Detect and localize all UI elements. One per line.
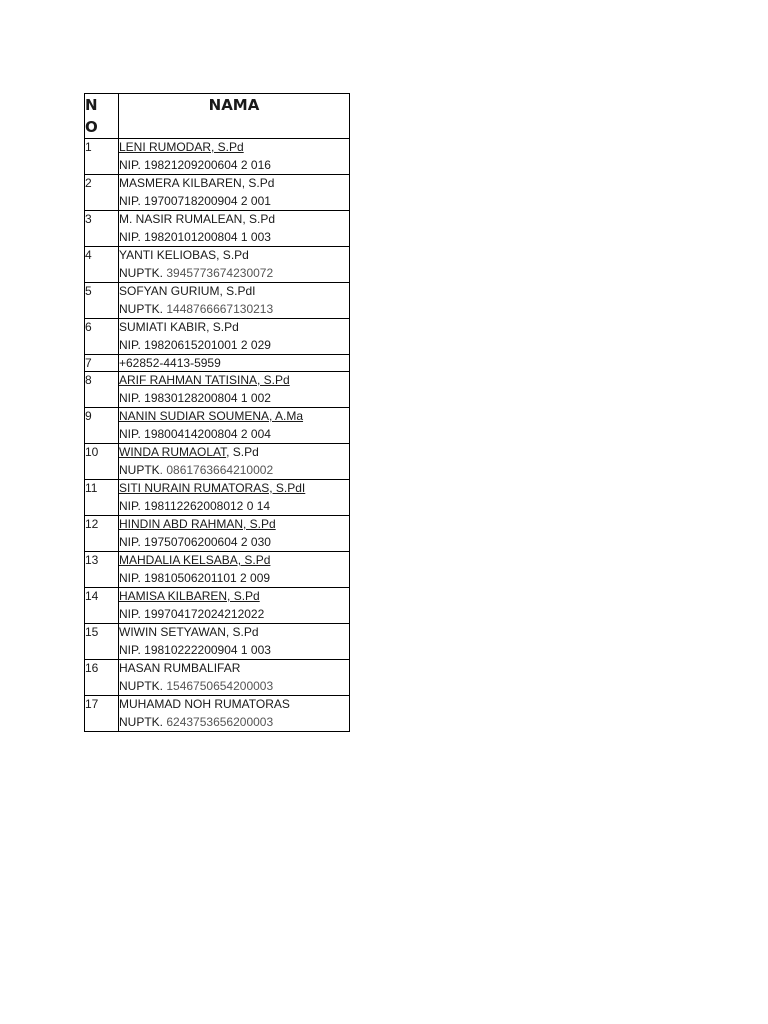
- table-row: [85, 516, 350, 552]
- staff-name: MASMERA KILBAREN, S.Pd: [119, 176, 275, 190]
- staff-name-line: [119, 139, 349, 157]
- row-number: 4: [85, 247, 119, 283]
- staff-id-label: NIP.: [119, 606, 141, 621]
- staff-id-value: 19820615201001 2 029: [144, 337, 271, 352]
- staff-name-line: [119, 283, 349, 301]
- row-number: 10: [85, 444, 119, 480]
- staff-id-value: 19810506201101 2 009: [144, 570, 271, 585]
- staff-id-line: [119, 462, 349, 480]
- staff-id-label: NIP.: [119, 534, 141, 549]
- row-number: 5: [85, 283, 119, 319]
- staff-name-line: [119, 624, 349, 642]
- row-number: 17: [85, 696, 119, 732]
- column-header-no: [85, 94, 119, 139]
- staff-name: YANTI KELIOBAS, S.Pd: [119, 248, 249, 262]
- staff-id-label: NUPTK.: [119, 301, 164, 316]
- staff-id-label: NIP.: [119, 426, 141, 441]
- table-row: [85, 552, 350, 588]
- row-number: 15: [85, 624, 119, 660]
- staff-name: +62852-4413-5959: [119, 356, 221, 370]
- row-nama-cell: [119, 139, 350, 175]
- staff-name-line: [119, 372, 349, 390]
- staff-id-line: [119, 498, 349, 516]
- staff-name-line: [119, 660, 349, 678]
- row-nama-cell: [119, 319, 350, 355]
- table-row: [85, 139, 350, 175]
- row-number: 13: [85, 552, 119, 588]
- staff-id-line: [119, 229, 349, 247]
- staff-name: HINDIN ABD RAHMAN, S.Pd: [119, 517, 276, 531]
- row-nama-cell: [119, 660, 350, 696]
- table-row: [85, 408, 350, 444]
- staff-id-label: NUPTK.: [119, 714, 164, 729]
- row-nama-cell: [119, 480, 350, 516]
- staff-id-value: 19750706200604 2 030: [144, 534, 271, 549]
- column-header-nama: NAMA: [119, 94, 350, 139]
- staff-id-value: 1546750654200003: [166, 678, 274, 693]
- staff-name: WIWIN SETYAWAN, S.Pd: [119, 625, 259, 639]
- staff-name-line: [119, 552, 349, 570]
- staff-id-label: NUPTK: [119, 462, 160, 477]
- staff-name: SOFYAN GURIUM, S.PdI: [119, 284, 256, 298]
- row-nama-cell: [119, 588, 350, 624]
- staff-id-value: . 0861763664210002: [159, 462, 274, 477]
- row-number: 8: [85, 372, 119, 408]
- staff-id-line: [119, 570, 349, 588]
- staff-id-label: NIP.: [119, 193, 141, 208]
- staff-id-line: [119, 606, 349, 624]
- staff-name-line: [119, 355, 349, 371]
- staff-name-line: [119, 444, 349, 462]
- staff-id-label: NIP.: [119, 498, 141, 513]
- staff-id-value: 19810222200904 1 003: [144, 642, 271, 657]
- staff-name: NANIN SUDIAR SOUMENA, A.Ma: [119, 409, 304, 423]
- staff-name-line: [119, 516, 349, 534]
- staff-id-label: NIP.: [119, 642, 141, 657]
- table-row: [85, 588, 350, 624]
- staff-name: ARIF RAHMAN TATISINA, S.Pd: [119, 373, 290, 387]
- table-row: [85, 624, 350, 660]
- staff-table: [84, 93, 350, 732]
- table-row: [85, 355, 350, 372]
- row-number: 9: [85, 408, 119, 444]
- staff-id-label: NUPTK.: [119, 265, 164, 280]
- staff-id-label: NUPTK.: [119, 678, 164, 693]
- staff-name-line: [119, 696, 349, 714]
- staff-id-line: [119, 642, 349, 660]
- staff-id-label: NIP.: [119, 570, 141, 585]
- row-nama-cell: [119, 444, 350, 480]
- table-row: [85, 696, 350, 732]
- row-nama-cell: [119, 283, 350, 319]
- staff-id-value: 3945773674230072: [166, 265, 274, 280]
- staff-name: LENI RUMODAR, S.Pd: [119, 140, 244, 154]
- staff-id-value: 19820101200804 1 003: [144, 229, 271, 244]
- staff-id-label: NIP.: [119, 157, 141, 172]
- row-number: 11: [85, 480, 119, 516]
- staff-id-value: 19800414200804 2 004: [144, 426, 271, 441]
- table-body: [85, 139, 350, 732]
- column-header-no-label: NO: [85, 96, 98, 136]
- staff-name-line: [119, 408, 349, 426]
- table-header-row: [85, 94, 350, 139]
- table-row: [85, 247, 350, 283]
- staff-id-value: 1448766667130213: [166, 301, 274, 316]
- row-number: 16: [85, 660, 119, 696]
- table-row: [85, 175, 350, 211]
- row-nama-cell: [119, 355, 350, 372]
- staff-name-line: [119, 319, 349, 337]
- row-number: 12: [85, 516, 119, 552]
- row-nama-cell: [119, 516, 350, 552]
- staff-id-line: [119, 193, 349, 211]
- row-nama-cell: [119, 175, 350, 211]
- staff-name-line: [119, 247, 349, 265]
- staff-id-line: [119, 390, 349, 408]
- row-number: 2: [85, 175, 119, 211]
- table-row: [85, 319, 350, 355]
- row-number: 3: [85, 211, 119, 247]
- staff-id-label: NIP.: [119, 229, 141, 244]
- row-number: 14: [85, 588, 119, 624]
- staff-id-value: 199704172024212022: [144, 606, 265, 621]
- staff-id-line: [119, 301, 349, 319]
- row-nama-cell: [119, 624, 350, 660]
- row-number: 7: [85, 355, 119, 372]
- staff-name: WINDA RUMAOLAT: [119, 445, 227, 459]
- row-nama-cell: [119, 552, 350, 588]
- staff-name-line: [119, 175, 349, 193]
- staff-id-value: 6243753656200003: [166, 714, 274, 729]
- row-nama-cell: [119, 696, 350, 732]
- staff-id-line: [119, 426, 349, 444]
- table-row: [85, 444, 350, 480]
- staff-name: HASAN RUMBALIFAR: [119, 661, 241, 675]
- staff-id-line: [119, 714, 349, 732]
- staff-id-line: [119, 337, 349, 355]
- staff-id-value: 19700718200904 2 001: [144, 193, 271, 208]
- staff-name: SITI NURAIN RUMATORAS, S.PdI: [119, 481, 306, 495]
- staff-id-value: 19830128200804 1 002: [144, 390, 271, 405]
- table-row: [85, 211, 350, 247]
- staff-id-line: [119, 534, 349, 552]
- staff-name: HAMISA KILBAREN, S.Pd: [119, 589, 260, 603]
- row-nama-cell: [119, 211, 350, 247]
- table-row: [85, 660, 350, 696]
- staff-id-line: [119, 157, 349, 175]
- row-number: 6: [85, 319, 119, 355]
- staff-name: M. NASIR RUMALEAN, S.Pd: [119, 212, 276, 226]
- staff-id-line: [119, 265, 349, 283]
- staff-name-line: [119, 480, 349, 498]
- table-row: [85, 372, 350, 408]
- staff-name: MAHDALIA KELSABA, S.Pd: [119, 553, 271, 567]
- row-nama-cell: [119, 372, 350, 408]
- staff-name-suffix: , S.Pd: [226, 445, 259, 459]
- staff-id-line: [119, 678, 349, 696]
- staff-name-line: [119, 588, 349, 606]
- row-number: 1: [85, 139, 119, 175]
- staff-id-label: NIP.: [119, 390, 141, 405]
- staff-id-label: NIP.: [119, 337, 141, 352]
- staff-name-line: [119, 211, 349, 229]
- staff-id-value: 19821209200604 2 016: [144, 157, 271, 172]
- row-nama-cell: [119, 247, 350, 283]
- row-nama-cell: [119, 408, 350, 444]
- staff-name: SUMIATI KABIR, S.Pd: [119, 320, 239, 334]
- staff-name: MUHAMAD NOH RUMATORAS: [119, 697, 290, 711]
- table-row: [85, 480, 350, 516]
- table-row: [85, 283, 350, 319]
- staff-id-value: 198112262008012 0 14: [144, 498, 271, 513]
